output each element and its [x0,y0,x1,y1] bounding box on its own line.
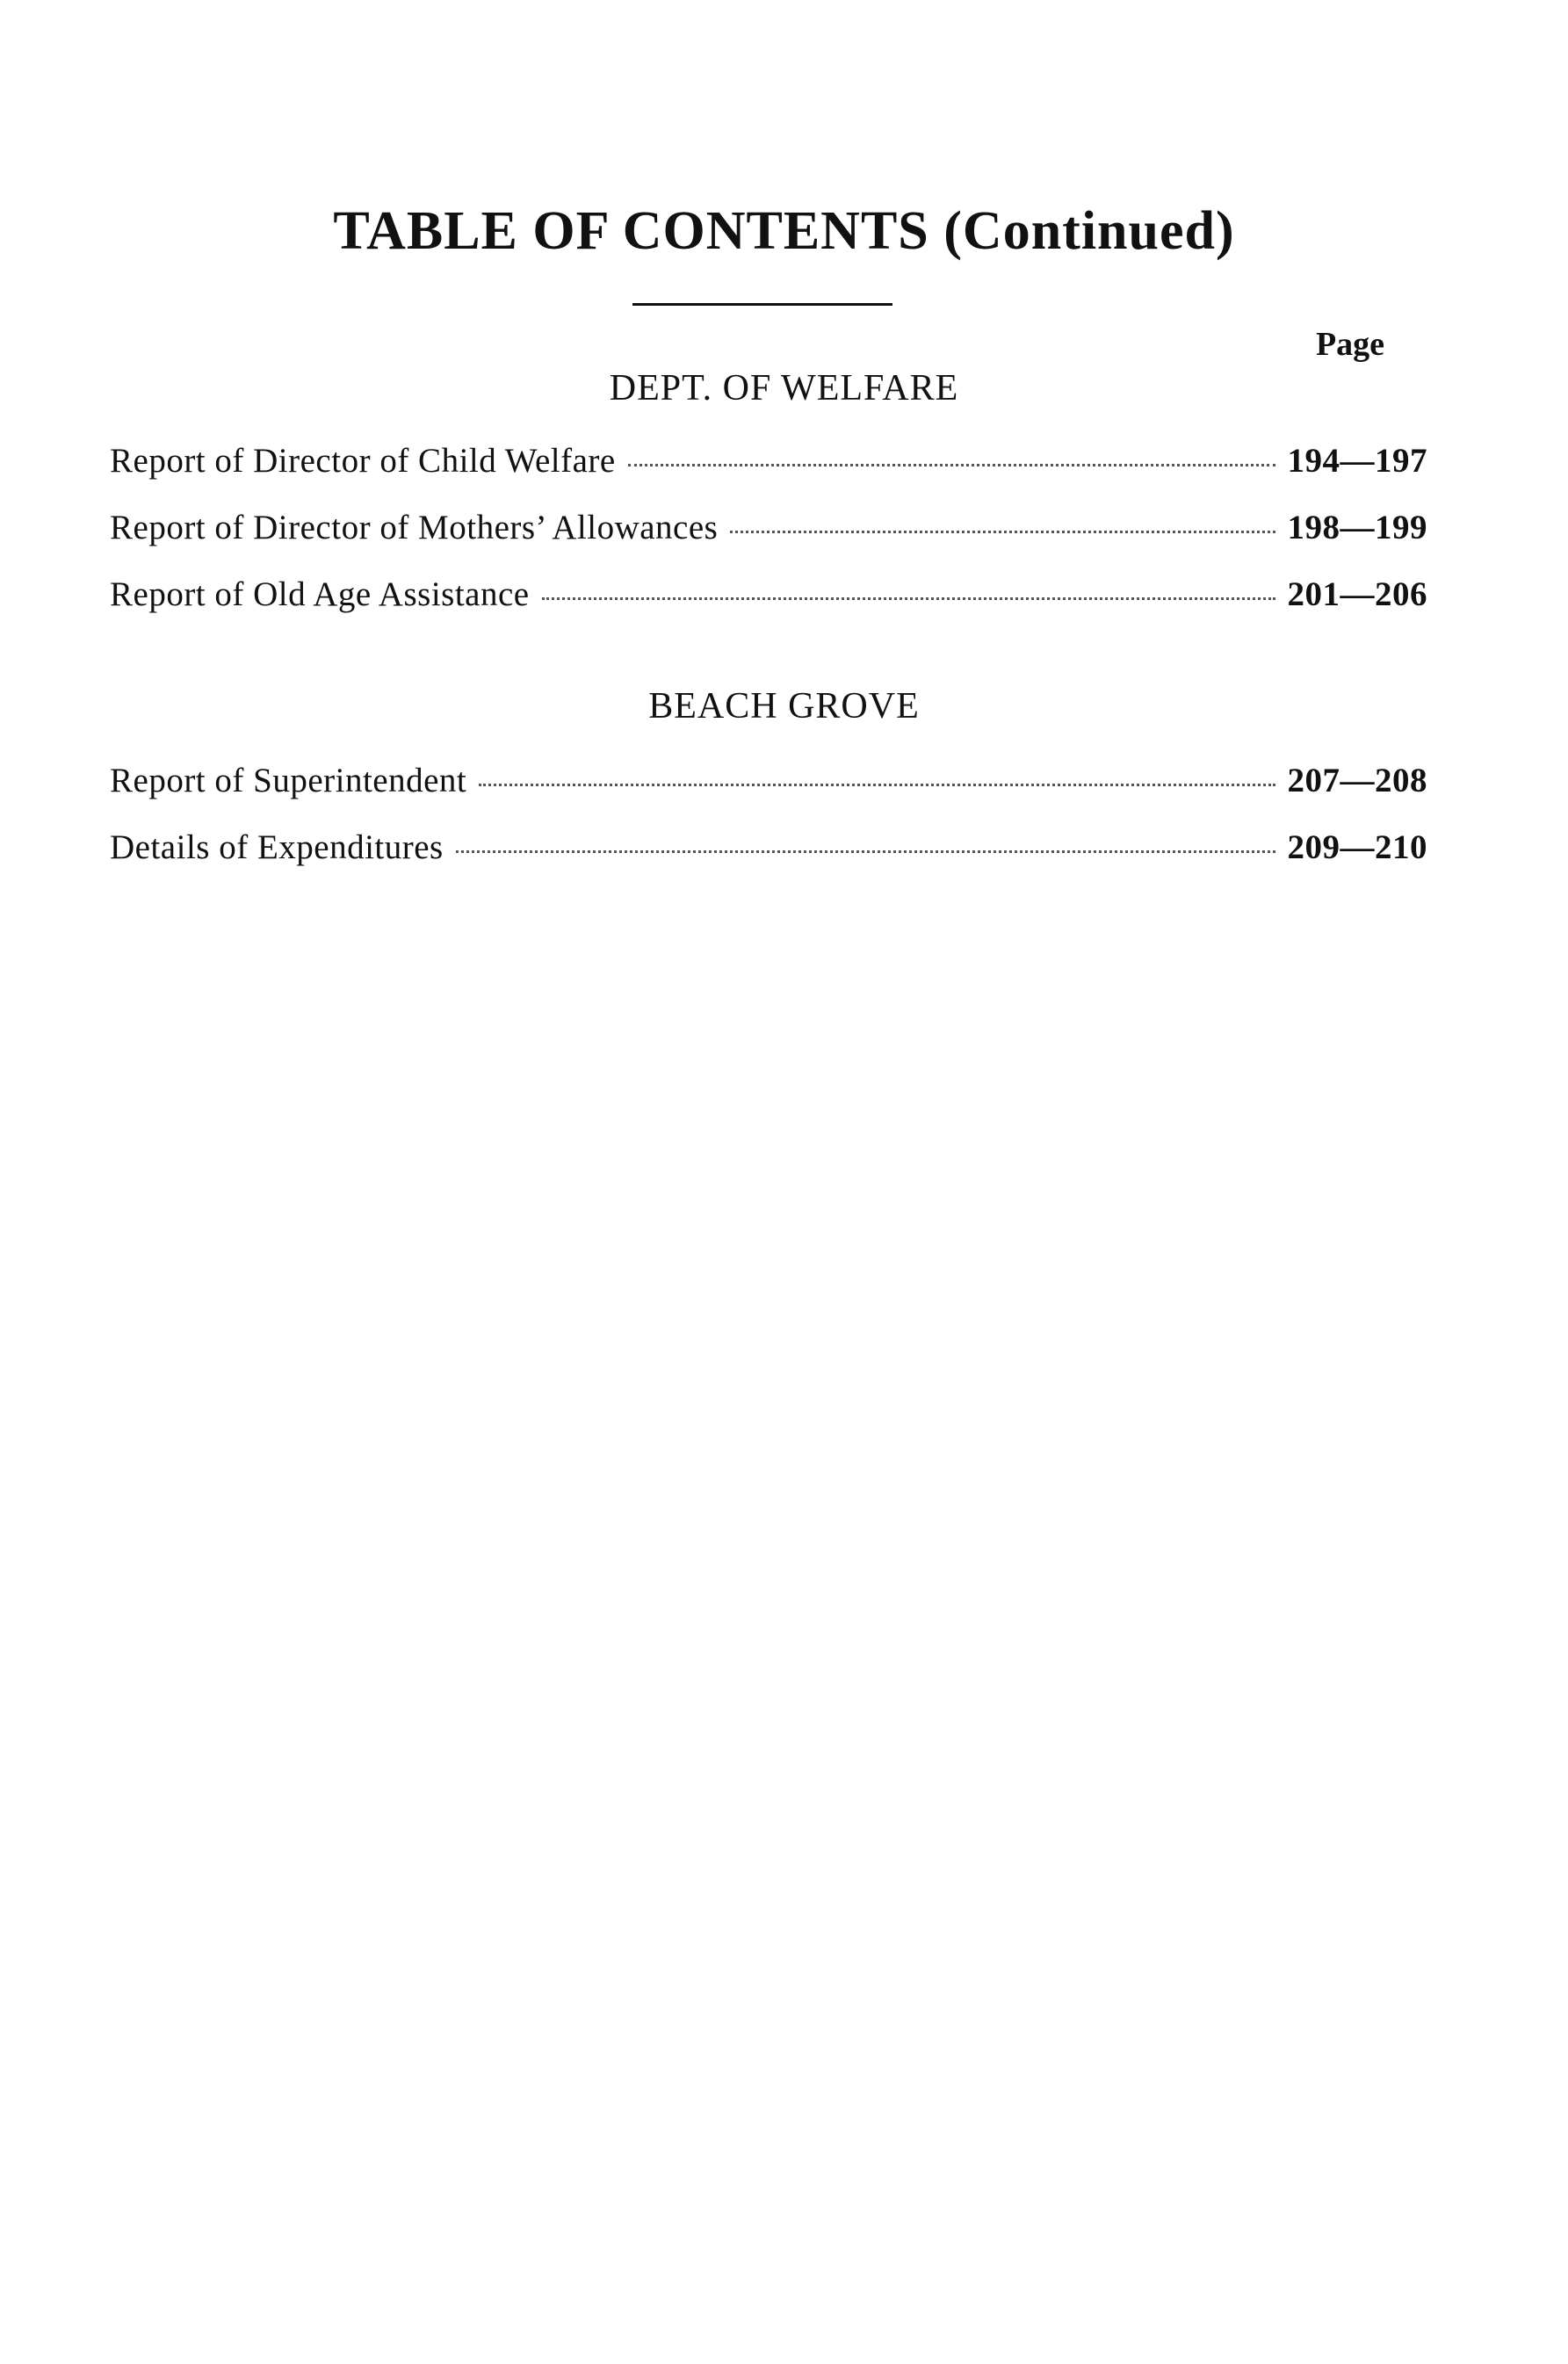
toc-entry-pages: 207—208 [1287,762,1427,799]
toc-entry-pages: 201—206 [1287,575,1427,613]
toc-entry [110,508,1427,557]
page-title: TABLE OF CONTENTS (Continued) [333,201,1235,261]
section-heading-welfare: DEPT. OF WELFARE [609,368,959,408]
toc-entry [110,575,1427,624]
toc-entry [110,761,1427,810]
toc-entry [110,828,1427,877]
toc-entry [110,441,1427,490]
page-column-header: Page [1315,326,1385,363]
title-rule [632,303,892,306]
dot-leader [730,531,1275,533]
dot-leader [542,597,1275,600]
toc-entry-title: Details of Expenditures [110,828,444,866]
toc-entry-title: Report of Director of Mothers’ Allowances [110,509,719,546]
dot-leader [628,464,1275,466]
toc-entry-pages: 194—197 [1287,442,1427,480]
toc-entry-title: Report of Superintendent [110,762,467,799]
dot-leader [456,850,1275,853]
toc-entry-pages: 209—210 [1287,828,1427,866]
toc-entry-pages: 198—199 [1287,509,1427,546]
section-heading-beach-grove: BEACH GROVE [648,686,920,727]
toc-entry-title: Report of Old Age Assistance [110,575,530,613]
toc-entry-title: Report of Director of Child Welfare [110,442,616,480]
dot-leader [479,784,1275,786]
